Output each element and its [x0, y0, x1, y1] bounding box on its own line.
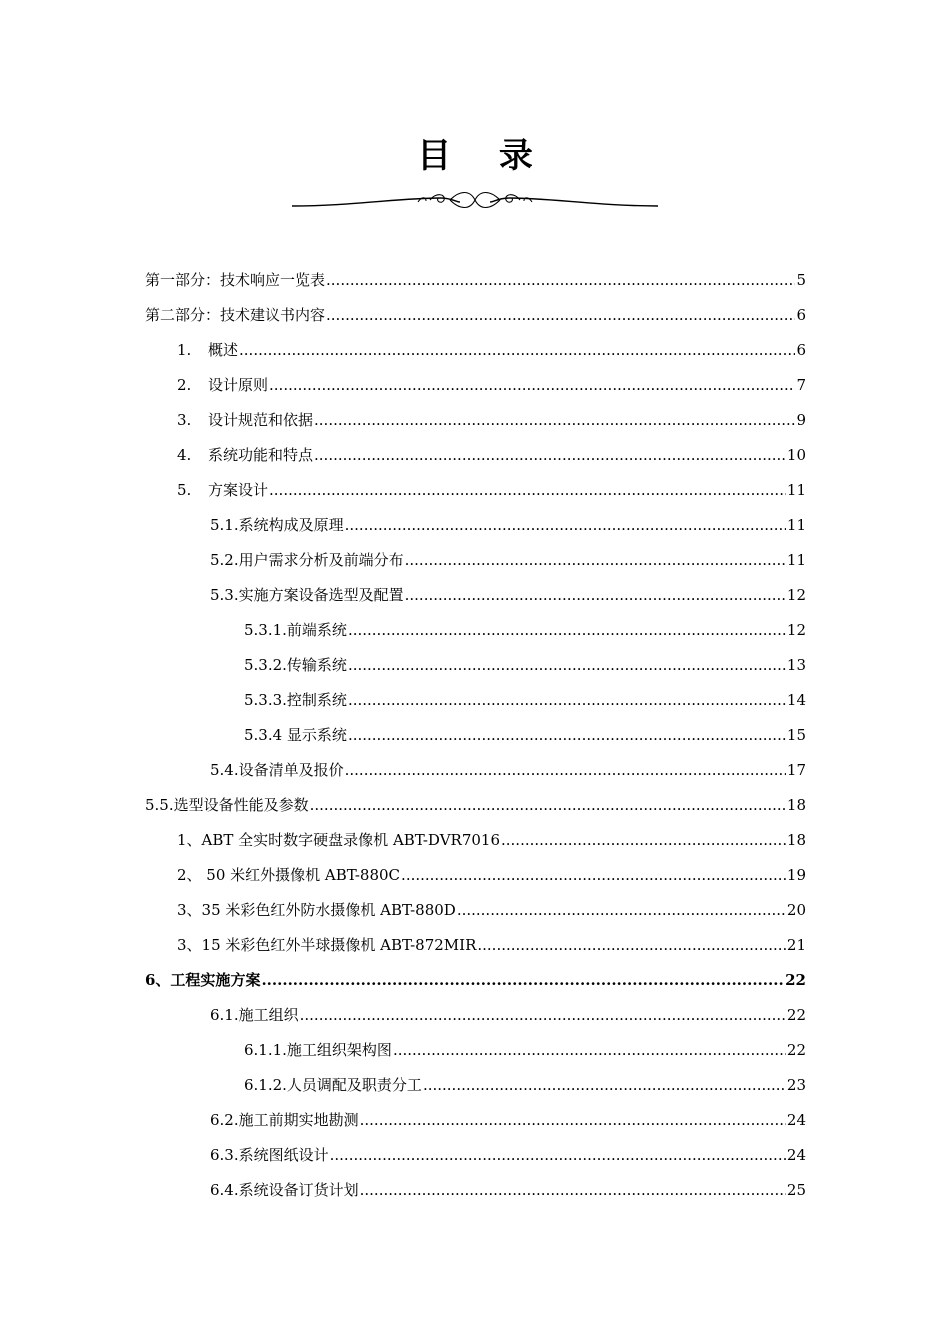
toc-leader-dots	[239, 340, 795, 360]
toc-page-number: 11	[786, 515, 806, 534]
toc-entry[interactable]	[145, 997, 806, 1032]
toc-entry-label	[177, 375, 268, 395]
toc-leader-dots	[326, 270, 795, 290]
toc-leader-dots	[314, 445, 786, 465]
toc-page-number: 15	[786, 725, 806, 744]
toc-leader-dots	[360, 1110, 786, 1130]
toc-page-number: 22	[785, 970, 806, 989]
toc-leader-dots	[348, 690, 786, 710]
toc-page-number: 6	[796, 340, 806, 359]
toc-entry-text: 5.4.设备清单及报价	[210, 760, 344, 779]
toc-entry-text: 5.5.选型设备性能及参数	[145, 795, 309, 814]
toc-entry-label	[244, 1040, 392, 1060]
toc-entry[interactable]	[145, 1172, 806, 1207]
toc-leader-dots	[269, 480, 786, 500]
toc-leader-dots	[345, 760, 786, 780]
toc-entry-label	[177, 480, 268, 500]
toc-leader-dots	[348, 725, 786, 745]
toc-entry-label	[145, 305, 325, 325]
toc-entry-label	[177, 935, 476, 955]
toc-page-number: 9	[796, 410, 806, 429]
toc-entry[interactable]	[145, 297, 806, 332]
toc-entry-label	[244, 655, 347, 675]
toc-entry[interactable]	[145, 927, 806, 962]
toc-entry-text: 第二部分：技术建议书内容	[145, 305, 326, 324]
toc-leader-dots	[477, 935, 786, 955]
toc-entry-text: 第一部分：技术响应一览表	[145, 270, 326, 289]
toc-entry-number: 5.	[177, 480, 192, 499]
toc-leader-dots	[393, 1040, 786, 1060]
toc-page-number: 18	[786, 795, 806, 814]
toc-page-number: 11	[786, 480, 806, 499]
toc-leader-dots	[326, 305, 795, 325]
toc-page-number: 25	[786, 1180, 806, 1199]
toc-entry-label	[210, 515, 344, 535]
toc-entry-text: 3、15 米彩色红外半球摄像机 ABT-872MIR	[177, 935, 477, 954]
toc-entry[interactable]	[145, 752, 806, 787]
toc-leader-dots	[269, 375, 795, 395]
toc-entry[interactable]	[145, 402, 806, 437]
toc-entry-text: 5.3.实施方案设备选型及配置	[210, 585, 404, 604]
toc-entry-text: 5.2.用户需求分析及前端分布	[210, 550, 404, 569]
toc-entry-label	[210, 1145, 329, 1165]
toc-entry[interactable]	[145, 647, 806, 682]
toc-entry-label	[177, 830, 500, 850]
toc-entry-text: 5.3.2.传输系统	[244, 655, 347, 674]
toc-page-number: 14	[786, 690, 806, 709]
toc-page-number: 22	[786, 1040, 806, 1059]
toc-page-number: 23	[786, 1075, 806, 1094]
toc-page-number: 13	[786, 655, 806, 674]
toc-entry-label	[210, 1180, 359, 1200]
table-of-contents	[145, 262, 806, 1207]
toc-leader-dots	[360, 1180, 786, 1200]
toc-entry[interactable]	[145, 262, 806, 297]
toc-entry-label	[244, 1075, 422, 1095]
toc-entry-number: 1.	[177, 340, 192, 359]
toc-entry-label	[244, 690, 347, 710]
toc-leader-dots	[405, 585, 786, 605]
toc-page-number: 24	[786, 1145, 806, 1164]
toc-entry[interactable]	[145, 507, 806, 542]
toc-leader-dots	[261, 970, 784, 990]
toc-entry-label	[145, 270, 325, 290]
toc-entry-text: 5.1.系统构成及原理	[210, 515, 344, 534]
toc-entry-label	[244, 620, 347, 640]
toc-page-number: 21	[786, 935, 806, 954]
toc-entry-text: 设计规范和依据	[208, 410, 314, 429]
toc-page-number: 11	[786, 550, 806, 569]
toc-entry-text: 5.3.3.控制系统	[244, 690, 347, 709]
toc-entry[interactable]	[145, 717, 806, 752]
toc-page-number: 12	[786, 585, 806, 604]
toc-entry-label	[210, 585, 404, 605]
toc-leader-dots	[423, 1075, 786, 1095]
toc-page-number: 24	[786, 1110, 806, 1129]
flourish-divider-icon	[290, 188, 660, 214]
toc-entry-label	[177, 865, 400, 885]
toc-leader-dots	[457, 900, 786, 920]
toc-entry-number: 2.	[177, 375, 192, 394]
toc-entry-label	[244, 725, 347, 745]
toc-entry-text: 5.3.4 显示系统	[244, 725, 347, 744]
toc-entry-text: 设计原则	[208, 375, 269, 394]
toc-entry-text: 3、35 米彩色红外防水摄像机 ABT-880D	[177, 900, 456, 919]
toc-leader-dots	[401, 865, 786, 885]
toc-entry[interactable]	[145, 822, 806, 857]
toc-leader-dots	[345, 515, 786, 535]
toc-entry-text: 6、工程实施方案	[145, 970, 261, 989]
toc-entry-text: 6.1.1.施工组织架构图	[244, 1040, 392, 1059]
toc-page-number: 10	[786, 445, 806, 464]
toc-entry-text: 1、ABT 全实时数字硬盘录像机 ABT-DVR7016	[177, 830, 500, 849]
toc-entry[interactable]	[145, 1137, 806, 1172]
toc-entry-label	[177, 340, 238, 360]
toc-entry-text: 2、 50 米红外摄像机 ABT-880C	[177, 865, 401, 884]
toc-entry[interactable]	[145, 612, 806, 647]
toc-entry[interactable]	[145, 1102, 806, 1137]
toc-entry[interactable]	[145, 542, 806, 577]
toc-entry-text: 6.1.2.人员调配及职责分工	[244, 1075, 422, 1094]
toc-leader-dots	[348, 620, 786, 640]
toc-entry-text: 方案设计	[208, 480, 269, 499]
toc-entry-text: 6.1.施工组织	[210, 1005, 299, 1024]
toc-entry[interactable]	[145, 1067, 806, 1102]
toc-entry-text: 6.4.系统设备订货计划	[210, 1180, 359, 1199]
page-title: 目 录	[417, 136, 551, 176]
toc-leader-dots	[405, 550, 786, 570]
toc-entry[interactable]	[145, 857, 806, 892]
toc-entry[interactable]	[145, 367, 806, 402]
toc-page-number: 20	[786, 900, 806, 919]
toc-entry-label	[177, 900, 456, 920]
toc-entry-text: 系统功能和特点	[208, 445, 314, 464]
toc-entry[interactable]	[145, 437, 806, 472]
toc-entry-label	[145, 970, 260, 990]
toc-page-number: 12	[786, 620, 806, 639]
toc-entry[interactable]	[145, 682, 806, 717]
toc-entry-label	[210, 760, 344, 780]
toc-page-number: 18	[786, 830, 806, 849]
toc-page-number: 7	[796, 375, 806, 394]
toc-entry[interactable]	[145, 1032, 806, 1067]
toc-entry[interactable]	[145, 892, 806, 927]
toc-entry-text: 6.3.系统图纸设计	[210, 1145, 329, 1164]
toc-page-number: 22	[786, 1005, 806, 1024]
toc-page-number: 17	[786, 760, 806, 779]
toc-page-number: 6	[796, 305, 806, 324]
toc-entry[interactable]	[145, 962, 806, 997]
toc-page-number: 5	[796, 270, 806, 289]
toc-entry[interactable]	[145, 577, 806, 612]
toc-entry-label	[145, 795, 309, 815]
toc-entry-text: 5.3.1.前端系统	[244, 620, 347, 639]
toc-leader-dots	[348, 655, 786, 675]
toc-entry-label	[177, 445, 313, 465]
toc-leader-dots	[314, 410, 795, 430]
toc-entry[interactable]	[145, 332, 806, 367]
toc-entry-label	[210, 1110, 359, 1130]
toc-leader-dots	[330, 1145, 786, 1165]
toc-entry[interactable]	[145, 472, 806, 507]
toc-entry-label	[210, 1005, 299, 1025]
toc-entry-number: 3.	[177, 410, 192, 429]
toc-leader-dots	[501, 830, 786, 850]
toc-leader-dots	[310, 795, 786, 815]
toc-entry[interactable]	[145, 787, 806, 822]
toc-page-number: 19	[786, 865, 806, 884]
toc-entry-text: 6.2.施工前期实地勘测	[210, 1110, 359, 1129]
toc-entry-label	[177, 410, 313, 430]
toc-leader-dots	[300, 1005, 786, 1025]
toc-entry-label	[210, 550, 404, 570]
toc-entry-number: 4.	[177, 445, 192, 464]
toc-entry-text: 概述	[208, 340, 239, 359]
